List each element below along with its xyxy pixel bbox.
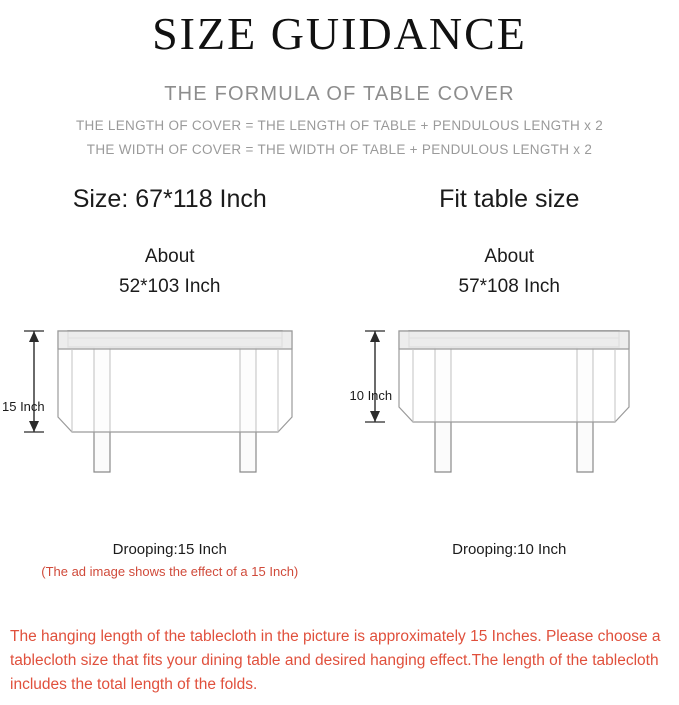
column-fit-table-size	[340, 175, 679, 579]
about-size-left: 52*103 Inch	[0, 276, 340, 298]
column-cover-size	[0, 175, 340, 579]
formula-length-line: THE LENGTH OF COVER = THE LENGTH OF TABLE + PENDULOUS LENGTH x 2	[0, 118, 679, 133]
about-label-left: About	[0, 246, 340, 268]
formula-subtitle: THE FORMULA OF TABLE COVER	[0, 83, 679, 106]
footer-note: The hanging length of the tablecloth in the picture is approximately 15 Inches. Please choose a tablecloth size that fits your dining table and desired hanging effect.The length of the tablecloth includes the total length of the folds.	[10, 625, 669, 697]
table-diagram-left-svg	[10, 304, 330, 519]
formula-width-line: THE WIDTH OF COVER = THE WIDTH OF TABLE + PENDULOUS LENGTH x 2	[0, 142, 679, 157]
drooping-left: Drooping:15 Inch	[0, 541, 340, 558]
page-title: SIZE GUIDANCE	[0, 8, 679, 61]
about-label-right: About	[340, 246, 679, 268]
drop-label-left: 15 Inch	[2, 399, 45, 414]
size-guidance-page	[0, 8, 679, 705]
ad-note: (The ad image shows the effect of a 15 Inch)	[0, 564, 340, 579]
size-columns	[0, 175, 679, 579]
column-heading-right: Fit table size	[340, 185, 679, 214]
drooping-right: Drooping:10 Inch	[340, 541, 679, 558]
column-heading-left: Size: 67*118 Inch	[0, 185, 340, 214]
about-size-right: 57*108 Inch	[340, 276, 679, 298]
drop-label-right: 10 Inch	[350, 388, 393, 403]
table-illustration-left	[0, 304, 340, 539]
table-diagram-right-svg	[349, 304, 669, 519]
table-illustration-right	[340, 304, 679, 539]
